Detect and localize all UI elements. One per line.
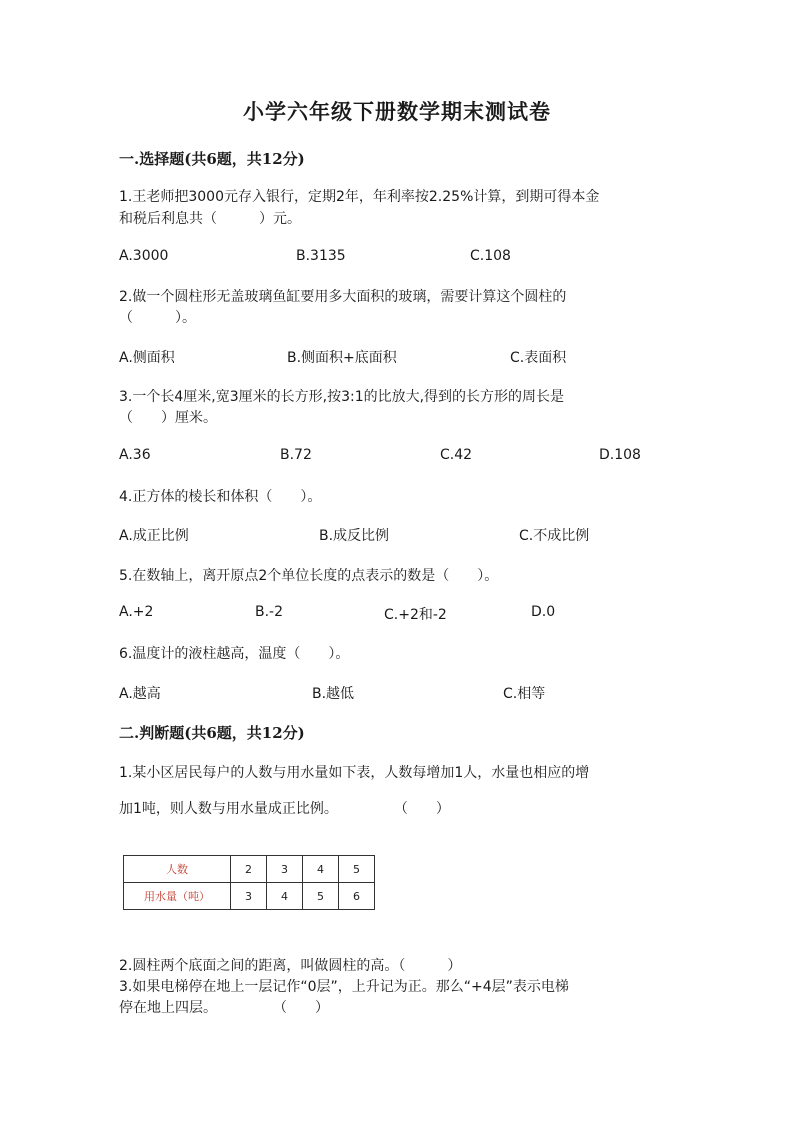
question-1-option-b: B.3135 xyxy=(296,248,346,264)
question-6-option-a: A.越高 xyxy=(119,686,161,702)
table-row-label: 用水量（吨） xyxy=(124,883,231,910)
table-row xyxy=(124,856,375,883)
question-3-option-d: D.108 xyxy=(599,447,641,463)
judge-3-line-2: 停在地上四层。 （ ） xyxy=(119,1000,329,1016)
table-cell: 3 xyxy=(231,883,267,910)
question-5-line-1: 5.在数轴上，离开原点2个单位长度的点表示的数是（ ）。 xyxy=(119,568,499,584)
section-heading-judgement: 二.判断题(共6题，共12分) xyxy=(119,724,305,742)
question-3-option-a: A.36 xyxy=(119,447,151,463)
table-cell: 5 xyxy=(339,856,375,883)
judge-2-line-1: 2.圆柱两个底面之间的距离，叫做圆柱的高。（ ） xyxy=(119,958,462,974)
question-6-option-c: C.相等 xyxy=(503,686,546,702)
question-3-option-b: B.72 xyxy=(280,447,312,463)
question-2-option-a: A.侧面积 xyxy=(119,350,175,366)
question-2-line-1: 2.做一个圆柱形无盖玻璃鱼缸要用多大面积的玻璃，需要计算这个圆柱的 xyxy=(119,289,567,305)
table-cell: 5 xyxy=(303,883,339,910)
table-cell: 3 xyxy=(267,856,303,883)
question-6-line-1: 6.温度计的液柱越高，温度（ ）。 xyxy=(119,646,350,662)
section-heading-choice: 一.选择题(共6题，共12分) xyxy=(119,150,305,168)
question-5-option-b: B.-2 xyxy=(255,604,284,620)
table-cell: 4 xyxy=(267,883,303,910)
table-cell: 4 xyxy=(303,856,339,883)
question-1-line-2: 和税后利息共（ ）元。 xyxy=(119,211,301,227)
question-1-option-a: A.3000 xyxy=(119,248,169,264)
question-5-option-d: D.0 xyxy=(531,604,556,620)
judge-3-line-1: 3.如果电梯停在地上一层记作“0层”，上升记为正。那么“+4层”表示电梯 xyxy=(119,979,569,995)
judge-1-line-2: 加1吨，则人数与用水量成正比例。 （ ） xyxy=(119,801,450,817)
table-row-label: 人数 xyxy=(124,856,231,883)
question-2-option-b: B.侧面积+底面积 xyxy=(287,350,397,366)
question-1-line-1: 1.王老师把3000元存入银行，定期2年，年利率按2.25%计算，到期可得本金 xyxy=(119,189,600,205)
question-3-line-2: （ ）厘米。 xyxy=(119,410,217,426)
question-4-line-1: 4.正方体的棱长和体积（ ）。 xyxy=(119,489,322,505)
table-cell: 6 xyxy=(339,883,375,910)
question-2-option-c: C.表面积 xyxy=(510,350,567,366)
question-6-option-b: B.越低 xyxy=(312,686,355,702)
table-row xyxy=(124,883,375,910)
question-4-option-a: A.成正比例 xyxy=(119,528,189,544)
question-3-option-c: C.42 xyxy=(440,447,473,463)
question-1-option-c: C.108 xyxy=(470,248,511,264)
question-2-line-2: （ ）。 xyxy=(119,310,196,326)
question-3-line-1: 3.一个长4厘米,宽3厘米的长方形,按3:1的比放大,得到的长方形的周长是 xyxy=(119,389,565,405)
water-usage-table xyxy=(123,855,375,910)
judge-1-line-1: 1.某小区居民每户的人数与用水量如下表，人数每增加1人，水量也相应的增 xyxy=(119,765,590,781)
question-5-option-a: A.+2 xyxy=(119,604,154,620)
question-5-option-c: C.+2和-2 xyxy=(384,607,447,623)
page-title: 小学六年级下册数学期末测试卷 xyxy=(243,99,551,124)
question-4-option-c: C.不成比例 xyxy=(519,528,590,544)
question-4-option-b: B.成反比例 xyxy=(319,528,390,544)
table-cell: 2 xyxy=(231,856,267,883)
